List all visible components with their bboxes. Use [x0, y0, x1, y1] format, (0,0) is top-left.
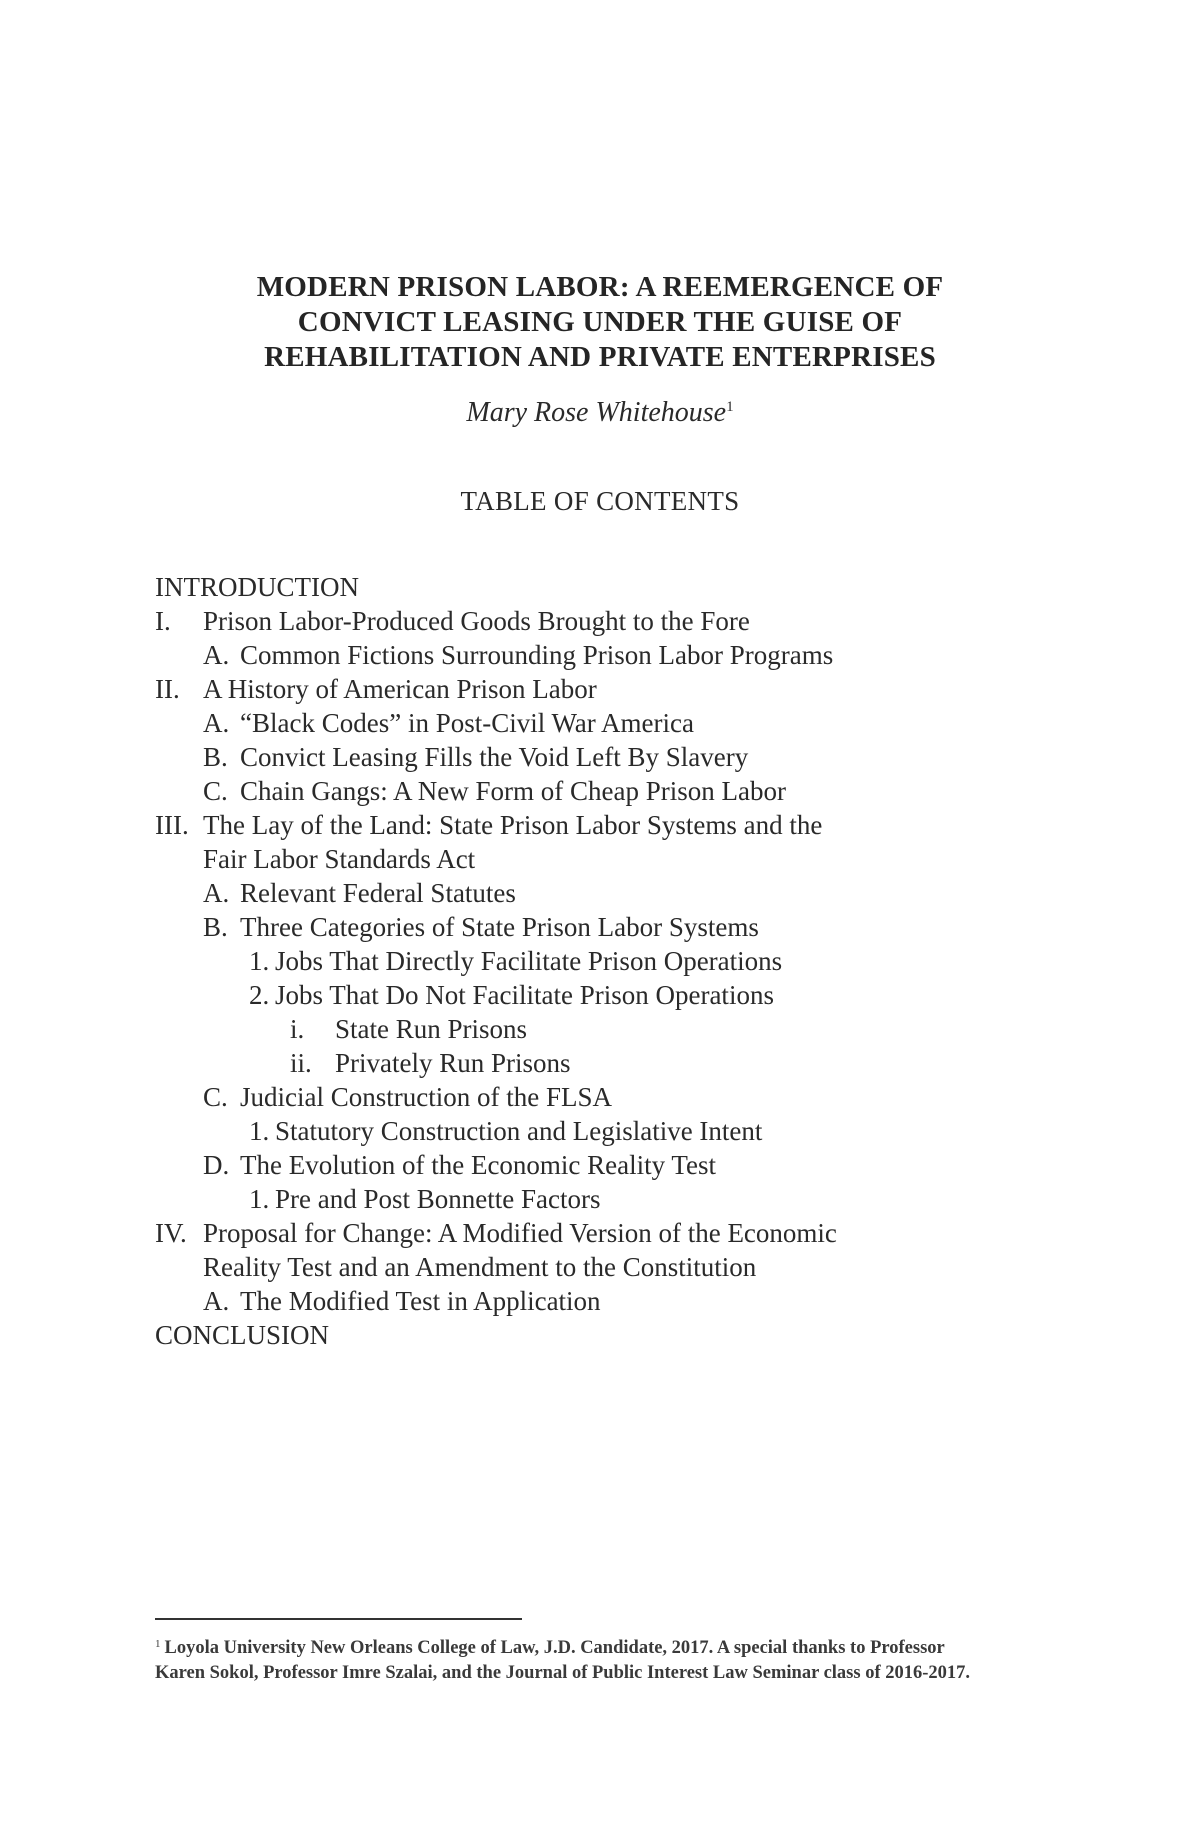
toc-entry-number: C. [203, 776, 228, 806]
toc-entry-continuation[interactable] [155, 1250, 1055, 1284]
toc-entry[interactable] [155, 876, 1055, 910]
footnote-text: Loyola University New Orleans College of Law, J.D. Candidate, 2017. A special thanks to Professor Karen Sokol, Professor Imre Szalai, and the Journal of Public Interest Law Seminar class of 2016-2017. [155, 1638, 971, 1683]
author-name: Mary Rose Whitehouse [466, 397, 727, 428]
toc-entry[interactable] [155, 1114, 1055, 1148]
toc-entry-text: Three Categories of State Prison Labor Systems [240, 912, 759, 942]
toc-heading: TABLE OF CONTENTS [460, 486, 740, 516]
toc-entry[interactable] [155, 672, 1055, 706]
toc-entry-text: Statutory Construction and Legislative Intent [275, 1116, 763, 1146]
toc-entry-number: B. [203, 912, 228, 942]
toc-entry-number: 1. [249, 1184, 270, 1214]
toc-entry-text: Jobs That Do Not Facilitate Prison Operations [275, 980, 774, 1010]
toc-entry[interactable] [155, 978, 1055, 1012]
toc-entry-text: INTRODUCTION [155, 572, 359, 602]
toc-entry-text: “Black Codes” in Post-Civil War America [240, 708, 694, 738]
toc-entry-text: Jobs That Directly Facilitate Prison Operations [275, 946, 783, 976]
toc-entry-text: The Modified Test in Application [240, 1286, 601, 1316]
toc-entry[interactable] [155, 1046, 1055, 1080]
toc-entry-number: C. [203, 1082, 228, 1112]
toc-entry-number: A. [203, 878, 230, 908]
toc-entry-text: CONCLUSION [155, 1320, 330, 1350]
toc-entry-text: Judicial Construction of the FLSA [240, 1082, 612, 1112]
footnote [155, 1636, 975, 1686]
toc-entry[interactable] [155, 774, 1055, 808]
toc-entry-number: II. [155, 674, 180, 704]
toc-entry-text: A History of American Prison Labor [203, 674, 597, 704]
toc-entry-number: III. [155, 810, 189, 840]
toc-entry-text: Prison Labor-Produced Goods Brought to the Fore [203, 606, 750, 636]
toc-entry-number: 2. [249, 980, 270, 1010]
toc-entry-text: Fair Labor Standards Act [203, 844, 476, 874]
toc-entry[interactable] [155, 1148, 1055, 1182]
toc-entry-text: Proposal for Change: A Modified Version of the Economic [203, 1218, 837, 1248]
toc-entry[interactable] [155, 1284, 1055, 1318]
toc-entry[interactable] [155, 944, 1055, 978]
toc-entry[interactable] [155, 740, 1055, 774]
toc-entry-number: A. [203, 708, 230, 738]
toc-entry-number: I. [155, 606, 171, 636]
title-line-1: MODERN PRISON LABOR: A REEMERGENCE OF [256, 271, 944, 303]
toc-entry[interactable] [155, 706, 1055, 740]
toc-entry-text: Reality Test and an Amendment to the Constitution [203, 1252, 757, 1282]
footnote-separator [155, 1618, 522, 1620]
title-line-3: REHABILITATION AND PRIVATE ENTERPRISES [264, 341, 936, 373]
toc-entry[interactable] [155, 808, 1055, 842]
toc-entry[interactable] [155, 910, 1055, 944]
toc-entry-text: Pre and Post Bonnette Factors [275, 1184, 601, 1214]
toc-entry-number: 1. [249, 946, 270, 976]
toc-entry-number: ii. [290, 1048, 312, 1078]
footnote-marker: 1 [155, 1638, 161, 1650]
toc-entry-number: D. [203, 1150, 230, 1180]
toc-entry[interactable] [155, 570, 1055, 604]
toc-entry-text: The Evolution of the Economic Reality Test [240, 1150, 717, 1180]
toc-entry[interactable] [155, 1012, 1055, 1046]
toc-entry-continuation[interactable] [155, 842, 1055, 876]
toc-entry[interactable] [155, 638, 1055, 672]
toc-entry[interactable] [155, 1080, 1055, 1114]
toc-entry-text: Privately Run Prisons [335, 1048, 571, 1078]
toc-entry-text: Relevant Federal Statutes [240, 878, 516, 908]
toc-entry-text: State Run Prisons [335, 1014, 528, 1044]
title-line-2: CONVICT LEASING UNDER THE GUISE OF [297, 306, 903, 338]
toc-entry-number: 1. [249, 1116, 270, 1146]
toc-entry-text: Common Fictions Surrounding Prison Labor Programs [240, 640, 834, 670]
toc-entry-number: IV. [155, 1218, 187, 1248]
author-byline [0, 396, 1200, 430]
toc-entry-text: Chain Gangs: A New Form of Cheap Prison Labor [240, 776, 786, 806]
toc-entry-number: i. [290, 1014, 305, 1044]
toc-entry-number: A. [203, 1286, 230, 1316]
toc-entry[interactable] [155, 1318, 1055, 1352]
toc-entry[interactable] [155, 1216, 1055, 1250]
toc-entry-text: Convict Leasing Fills the Void Left By Slavery [240, 742, 749, 772]
article-title [0, 270, 1200, 375]
toc-entry[interactable] [155, 1182, 1055, 1216]
toc-entry-number: A. [203, 640, 230, 670]
toc-entry-text: The Lay of the Land: State Prison Labor Systems and the [203, 810, 823, 840]
toc-entry-number: B. [203, 742, 228, 772]
toc-entry[interactable] [155, 604, 1055, 638]
author-footnote-marker[interactable]: 1 [726, 399, 734, 415]
table-of-contents [155, 570, 1055, 1352]
